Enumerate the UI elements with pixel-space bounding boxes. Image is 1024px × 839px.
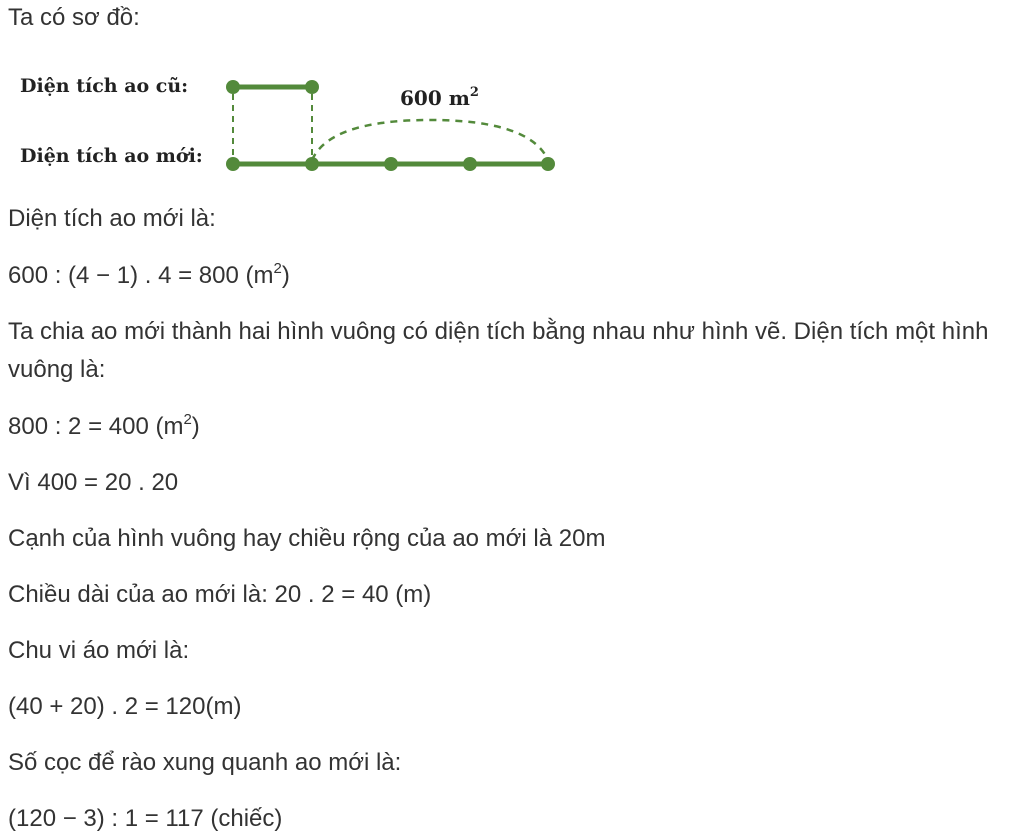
new-pond-dot-2: [384, 157, 398, 171]
new-pond-dot-0: [226, 157, 240, 171]
new-area-heading: Diện tích ao mới là:: [8, 205, 216, 232]
new-pond-dot-1: [305, 157, 319, 171]
length-calc: Chiều dài của ao mới là: 20 . 2 = 40 (m): [8, 581, 432, 608]
new-area-calc: 600 : (4 − 1) . 4 = 800 $(m^2)$: [8, 260, 290, 289]
intro-text: Ta có sơ đồ:: [8, 4, 140, 31]
diagram-svg: [0, 60, 600, 190]
old-pond-end-dot: [305, 80, 319, 94]
width-text: Cạnh của hình vuông hay chiều rộng của ao mới là 20m: [8, 525, 606, 552]
split-square-text: Ta chia ao mới thành hai hình vuông có diện tích bằng nhau như hình vẽ. Diện tích một hình vuông là:: [8, 318, 989, 383]
square-side-calc: Vì 400 = 20 . 20: [8, 469, 179, 496]
stakes-heading: Số cọc để rào xung quanh ao mới là:: [8, 749, 402, 776]
old-pond-start-dot: [226, 80, 240, 94]
difference-label: 600 $m^2$: [400, 85, 479, 110]
old-pond-label: Diện tích ao cũ:: [20, 75, 189, 97]
new-pond-dot-3: [463, 157, 477, 171]
perimeter-calc: (40 + 20) . 2 = 120(m): [8, 693, 242, 720]
segment-diagram: [0, 60, 600, 190]
difference-arc: [312, 120, 548, 160]
stakes-calc: (120 − 3) : 1 = 117 (chiếc): [8, 805, 283, 832]
new-pond-label: Diện tích ao mới:: [20, 145, 203, 167]
square-area-calc: 800 : 2 = 400 $(m^2)$: [8, 411, 200, 440]
perimeter-heading: Chu vi áo mới là:: [8, 637, 190, 664]
new-pond-dot-4: [541, 157, 555, 171]
